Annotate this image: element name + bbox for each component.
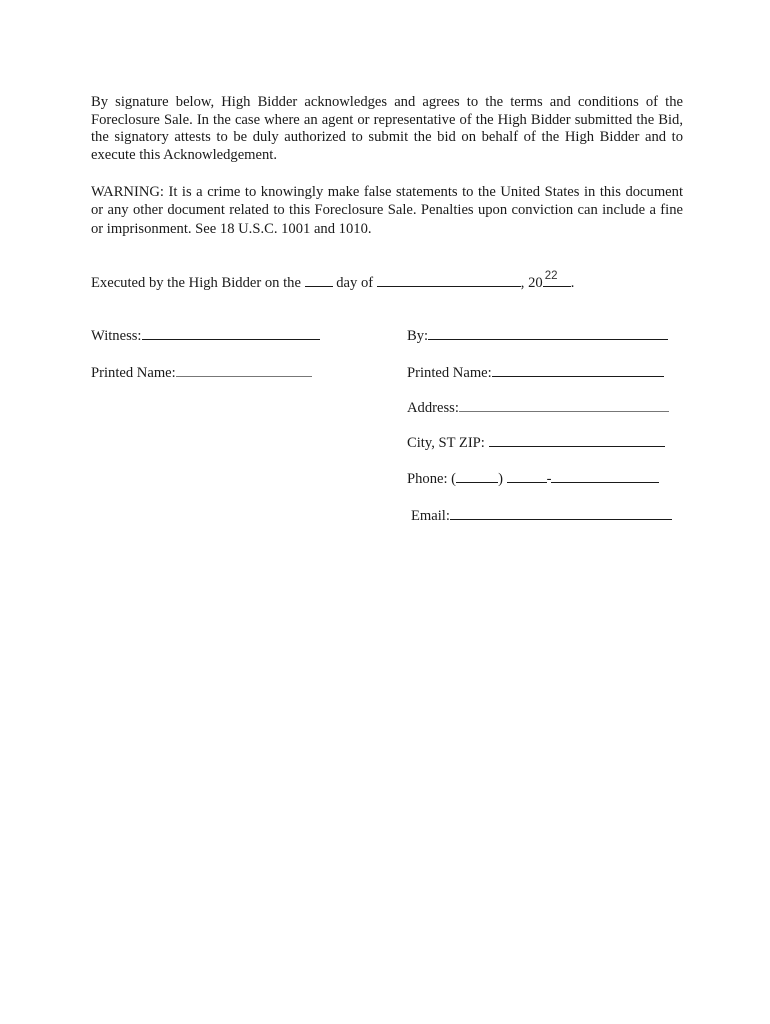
city-label: City, ST ZIP:: [407, 435, 485, 451]
bidder-signature-field[interactable]: [428, 326, 668, 340]
phone-dash: -: [546, 471, 552, 487]
month-field[interactable]: [377, 273, 521, 287]
address-line: [407, 398, 669, 417]
acknowledgement-paragraph: By signature below, High Bidder acknowledges and agrees to the terms and conditions of the Foreclosure Sale. In the case where an agent or representative of the High Bidder submitted the Bid, the signatory attests to be duly authorized to submit the bid on behalf of the High Bidder and to execute this Acknowledgement.: [91, 94, 683, 163]
by-label: By:: [407, 328, 429, 344]
year-value: 22: [544, 270, 558, 282]
phone-prefix-field[interactable]: [507, 469, 547, 483]
execution-year-prefix: , 20: [520, 275, 543, 291]
bidder-printed-name-field[interactable]: [492, 363, 664, 377]
phone-line: [407, 469, 659, 488]
day-field[interactable]: [305, 273, 333, 287]
execution-prefix: Executed by the High Bidder on the: [91, 275, 301, 291]
address-label: Address:: [407, 400, 459, 416]
phone-line-number-field[interactable]: [551, 469, 659, 483]
phone-label: Phone: (: [407, 471, 457, 487]
execution-day-label: day of: [336, 275, 374, 291]
execution-suffix: .: [570, 275, 575, 291]
email-line: [411, 506, 672, 525]
witness-printed-name-field[interactable]: [176, 363, 312, 377]
year-field[interactable]: [543, 270, 571, 287]
witness-line: [91, 326, 320, 345]
city-line: [407, 433, 665, 452]
address-field[interactable]: [459, 398, 669, 412]
witness-label: Witness:: [91, 328, 142, 344]
phone-area-code-field[interactable]: [456, 469, 498, 483]
bidder-printed-name-line: [407, 363, 664, 382]
city-field[interactable]: [489, 433, 665, 447]
witness-printed-name-line: [91, 363, 312, 382]
email-label: Email:: [411, 508, 450, 524]
warning-paragraph: WARNING: It is a crime to knowingly make false statements to the United States in this document or any other document related to this Foreclosure Sale. Penalties upon conviction can include a fine or imprisonment. See 18 U.S.C. 1001 and 1010.: [91, 184, 683, 237]
by-line: [407, 326, 668, 345]
witness-signature-field[interactable]: [142, 326, 320, 340]
witness-printed-name-label: Printed Name:: [91, 365, 176, 381]
bidder-printed-name-label: Printed Name:: [407, 365, 492, 381]
email-field[interactable]: [450, 506, 672, 520]
phone-close: ): [498, 471, 503, 487]
execution-line: [91, 270, 575, 292]
